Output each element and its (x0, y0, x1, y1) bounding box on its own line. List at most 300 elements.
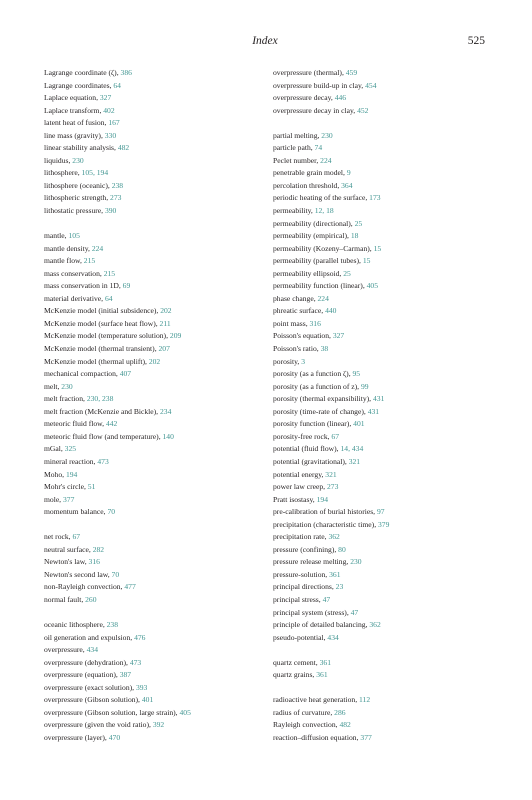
page-reference-link[interactable]: 238 (106, 620, 119, 630)
index-term: pressure-solution, (273, 569, 330, 579)
page-reference-link[interactable]: 446 (334, 93, 347, 103)
index-term: permeability (parallel tubes), (273, 256, 363, 266)
index-term: melt fraction, (44, 394, 87, 404)
page-reference-link[interactable]: 327 (99, 93, 112, 103)
page-reference-link[interactable]: 202 (160, 306, 172, 316)
index-entry (44, 92, 264, 105)
index-entry (44, 305, 264, 318)
page-reference-link[interactable]: 431 (367, 406, 380, 416)
index-term: quartz cement, (273, 657, 320, 667)
page-reference-link[interactable]: 64 (113, 80, 121, 90)
index-term: latent heat of fusion, (44, 118, 109, 128)
index-entry (273, 456, 493, 469)
index-term: line mass (gravity), (44, 130, 105, 140)
index-term: particle path, (273, 143, 315, 153)
index-entry (44, 418, 264, 431)
page-reference-link[interactable]: 401 (141, 695, 154, 705)
index-entry (44, 192, 264, 205)
page-reference-link[interactable]: 64 (104, 293, 113, 303)
index-term: lithosphere (oceanic), (44, 180, 112, 190)
index-term: McKenzie model (initial subsidence), (44, 306, 161, 316)
index-entry (273, 732, 493, 745)
index-entry (273, 218, 493, 231)
index-term: neutral surface, (44, 544, 93, 554)
index-term: percolation threshold, (273, 180, 342, 190)
page-reference-link[interactable]: 286 (334, 707, 346, 717)
page-reference-link[interactable]: 327 (332, 331, 345, 341)
page-reference-link[interactable]: 459 (345, 68, 358, 77)
index-entry (44, 343, 264, 356)
index-entry (273, 330, 493, 343)
page-reference-link[interactable]: 9 (346, 168, 351, 178)
index-term: quartz grains, (273, 670, 317, 680)
index-entry (273, 230, 493, 243)
index-term: overpressure decay in clay, (273, 105, 358, 115)
index-term: mantle, (44, 231, 69, 241)
page-reference-link[interactable]: 69 (122, 281, 131, 291)
index-term: lithostatic pressure, (44, 206, 105, 216)
page-reference-link[interactable]: 273 (110, 193, 122, 203)
page-reference-link[interactable]: 452 (357, 105, 369, 115)
page-reference-link[interactable]: 97 (376, 507, 385, 517)
index-term: normal fault, (44, 594, 86, 604)
index-term: pressure release melting, (273, 557, 351, 567)
index-entry (44, 205, 264, 218)
index-term: overpressure (Gibson solution), (44, 695, 142, 705)
page-reference-link[interactable]: 173 (369, 193, 381, 203)
page-reference-link[interactable]: 224 (91, 243, 104, 253)
page-reference-link[interactable]: 442 (105, 419, 118, 429)
page-reference-link[interactable]: 377 (360, 732, 372, 742)
index-term: melt fraction (McKenzie and Bickle), (44, 406, 160, 416)
index-entry (44, 443, 264, 456)
page-reference-link[interactable]: 99 (360, 381, 369, 391)
page-reference-link[interactable]: 402 (103, 105, 115, 115)
index-entry (44, 180, 264, 193)
page-reference-link[interactable]: 390 (104, 206, 117, 216)
index-term: permeability function (linear), (273, 281, 367, 291)
index-column-left (44, 67, 264, 745)
page-reference-link[interactable]: 194 (65, 469, 78, 479)
index-entry (44, 105, 264, 118)
index-term: oceanic lithosphere, (44, 620, 107, 630)
page-reference-link[interactable]: 407 (119, 369, 132, 379)
index-term: Laplace transform, (44, 105, 104, 115)
index-term: McKenzie model (temperature solution), (44, 331, 170, 341)
index-term: permeability (Kozeny–Carman), (273, 243, 374, 253)
index-term: principal directions, (273, 582, 336, 592)
index-term: precipitation (characteristic time), (273, 519, 378, 529)
page-reference-link[interactable]: 361 (319, 657, 331, 667)
letter-group-gap (44, 218, 264, 231)
page-reference-link[interactable]: 25 (354, 218, 363, 228)
index-entry (44, 368, 264, 381)
page-reference-link[interactable]: 224 (320, 155, 332, 165)
page-reference-link[interactable]: 477 (124, 582, 136, 592)
index-term: precipitation rate, (273, 532, 329, 542)
index-term: overpressure build-up in clay, (273, 80, 366, 90)
index-term: Newton's second law, (44, 569, 112, 579)
page-reference-link[interactable]: 70 (111, 569, 120, 579)
index-term: melt, (44, 381, 62, 391)
page-reference-link[interactable]: 392 (152, 720, 165, 730)
index-term: Pratt isostasy, (273, 494, 317, 504)
index-term: potential energy, (273, 469, 326, 479)
index-term: net rock, (44, 532, 73, 542)
index-term: Lagrange coordinates, (44, 80, 114, 90)
page-reference-link[interactable]: 15 (373, 243, 382, 253)
page-reference-link[interactable]: 321 (325, 469, 337, 479)
index-term: lithospheric strength, (44, 193, 111, 203)
index-entry (44, 581, 264, 594)
index-entry (273, 531, 493, 544)
index-term: overpressure, (44, 645, 87, 655)
index-term: non-Rayleigh convection, (44, 582, 125, 592)
index-entry (273, 393, 493, 406)
index-entry (273, 443, 493, 456)
index-term: overpressure (exact solution), (44, 682, 136, 692)
page-reference-link[interactable]: 401 (353, 419, 365, 429)
page-reference-link[interactable]: 476 (134, 632, 146, 642)
index-term: phase change, (273, 293, 318, 303)
index-entry (44, 619, 264, 632)
index-entry (273, 243, 493, 256)
index-term: pre-calibration of burial histories, (273, 507, 377, 517)
index-term: porosity (time-rate of change), (273, 406, 368, 416)
index-term: partial melting, (273, 130, 322, 140)
page-reference-link[interactable]: 387 (119, 670, 132, 680)
index-term: porosity-free rock, (273, 431, 332, 441)
index-term: penetrable grain model, (273, 168, 347, 178)
index-term: Peclet number, (273, 155, 321, 165)
page-reference-link[interactable]: 74 (314, 143, 323, 153)
index-term: overpressure (given the void ratio), (44, 720, 153, 730)
page-reference-link[interactable]: 202 (148, 356, 161, 366)
page-reference-link[interactable]: 207 (158, 344, 170, 354)
index-entry (273, 280, 493, 293)
page-reference-link[interactable]: 38 (320, 344, 329, 354)
index-term: mGal, (44, 444, 65, 454)
page-reference-link[interactable]: 282 (92, 544, 105, 554)
index-term: permeability (empirical), (273, 231, 351, 241)
index-entry (44, 117, 264, 130)
index-entry (273, 318, 493, 331)
index-term: phreatic surface, (273, 306, 326, 316)
index-term: overpressure decay, (273, 93, 335, 103)
page-reference-link[interactable]: 47 (322, 594, 331, 604)
page-reference-link[interactable]: 194 (316, 494, 328, 504)
page-reference-link[interactable]: 67 (72, 532, 81, 542)
page-reference-link[interactable]: 51 (87, 482, 96, 492)
index-entry (273, 544, 493, 557)
index-term: pseudo-potential, (273, 632, 328, 642)
index-term: lithosphere, (44, 168, 82, 178)
index-column-right (273, 67, 493, 745)
index-entry (273, 255, 493, 268)
index-entry (44, 632, 264, 645)
index-entry (44, 318, 264, 331)
page-reference-link[interactable]: 211 (159, 318, 171, 328)
index-entry (44, 494, 264, 507)
page-reference-link[interactable]: 105 (68, 231, 80, 241)
page-reference-link[interactable]: 12, 18 (314, 206, 334, 216)
index-entry (273, 619, 493, 632)
index-term: meteoric fluid flow (and temperature), (44, 431, 163, 441)
index-term: permeability, (273, 206, 315, 216)
index-entry (44, 293, 264, 306)
index-entry (273, 506, 493, 519)
index-entry (273, 67, 493, 80)
index-term: oil generation and expulsion, (44, 632, 135, 642)
page-reference-link[interactable]: 140 (162, 431, 174, 441)
index-entry (44, 469, 264, 482)
index-entry (273, 80, 493, 93)
page-reference-link[interactable]: 379 (378, 519, 390, 529)
page-reference-link[interactable]: 434 (327, 632, 339, 642)
index-term: potential (fluid flow), (273, 444, 341, 454)
index-entry (273, 305, 493, 318)
index-entry (44, 330, 264, 343)
index-entry (44, 142, 264, 155)
index-term: mole, (44, 494, 63, 504)
index-entry (44, 732, 264, 745)
page-reference-link[interactable]: 70 (107, 507, 116, 517)
index-entry (273, 180, 493, 193)
page-reference-link[interactable]: 364 (341, 180, 353, 190)
page-reference-link[interactable]: 67 (331, 431, 340, 441)
page-reference-link[interactable]: 14, 434 (340, 444, 364, 454)
index-term: principal stress, (273, 594, 323, 604)
page-reference-link[interactable]: 325 (64, 444, 77, 454)
index-entry (273, 142, 493, 155)
index-term: mantle flow, (44, 256, 84, 266)
page-reference-link[interactable]: 25 (343, 268, 351, 278)
page-reference-link[interactable]: 440 (325, 306, 337, 316)
page-reference-link[interactable]: 238 (111, 180, 124, 190)
index-entry (273, 469, 493, 482)
index-entry (273, 418, 493, 431)
index-term: overpressure (layer), (44, 732, 109, 742)
index-term: permeability (directional), (273, 218, 355, 228)
letter-group-gap (273, 117, 493, 130)
page-reference-link[interactable]: 18 (350, 231, 359, 241)
page-reference-link[interactable]: 230, 238 (86, 394, 114, 404)
page-reference-link[interactable]: 167 (108, 118, 120, 128)
page-reference-link[interactable]: 362 (369, 620, 381, 630)
letter-group-gap (44, 607, 264, 620)
page-reference-link[interactable]: 95 (352, 369, 361, 379)
page-reference-link[interactable]: 316 (88, 557, 100, 567)
page-reference-link[interactable]: 405 (366, 281, 379, 291)
index-term: radioactive heat generation, (273, 695, 360, 705)
index-entry (44, 268, 264, 281)
index-entry (273, 92, 493, 105)
page-reference-link[interactable]: 234 (159, 406, 172, 416)
index-term: McKenzie model (thermal transient), (44, 344, 159, 354)
page-reference-link[interactable]: 230 (61, 381, 73, 391)
index-term: overpressure (Gibson solution, large strain), (44, 707, 180, 717)
index-term: principal system (stress), (273, 607, 351, 617)
letter-group-gap (44, 519, 264, 532)
index-term: linear stability analysis, (44, 143, 118, 153)
page-reference-link[interactable]: 215 (103, 268, 116, 278)
page-reference-link[interactable]: 482 (339, 720, 351, 730)
index-entry (44, 569, 264, 582)
page-reference-link[interactable]: 434 (86, 645, 98, 655)
page-reference-link[interactable]: 260 (85, 594, 97, 604)
page-reference-link[interactable]: 105, 194 (81, 168, 109, 178)
index-term: point mass, (273, 318, 310, 328)
page-reference-link[interactable]: 3 (301, 356, 305, 366)
page-number: 525 (467, 35, 485, 47)
index-entry (273, 519, 493, 532)
page-reference-link[interactable]: 330 (104, 130, 117, 140)
index-entry (273, 167, 493, 180)
index-term: mantle density, (44, 243, 92, 253)
index-term: McKenzie model (surface heat flow), (44, 318, 160, 328)
index-entry (44, 644, 264, 657)
index-entry (44, 280, 264, 293)
page-reference-link[interactable]: 112 (359, 695, 371, 705)
page-reference-link[interactable]: 230 (72, 155, 84, 165)
page-title: Index (252, 35, 278, 47)
index-term: Rayleigh convection, (273, 720, 340, 730)
index-term: Laplace equation, (44, 93, 100, 103)
index-entry (273, 130, 493, 143)
index-entry (44, 719, 264, 732)
index-entry (273, 268, 493, 281)
index-term: porosity (thermal expansibility), (273, 394, 373, 404)
index-entry (273, 406, 493, 419)
page-header (45, 35, 485, 51)
page-reference-link[interactable]: 273 (326, 482, 339, 492)
index-term: porosity function (linear), (273, 419, 354, 429)
index-term: Poisson's equation, (273, 331, 333, 341)
page-reference-link[interactable]: 473 (129, 657, 142, 667)
index-term: mineral reaction, (44, 456, 98, 466)
index-entry (273, 192, 493, 205)
index-term: Poisson's ratio, (273, 344, 321, 354)
page-reference-link[interactable]: 362 (328, 532, 340, 542)
index-entry (44, 255, 264, 268)
index-entry (44, 594, 264, 607)
page-reference-link[interactable]: 215 (83, 256, 96, 266)
index-entry (44, 694, 264, 707)
index-entry (273, 356, 493, 369)
index-entry (44, 381, 264, 394)
index-term: overpressure (thermal), (273, 68, 346, 77)
index-term: liquidus, (44, 155, 73, 165)
index-entry (273, 368, 493, 381)
index-entry (44, 406, 264, 419)
index-entry (44, 155, 264, 168)
index-entry (44, 544, 264, 557)
index-term: reaction–diffusion equation, (273, 732, 361, 742)
page-reference-link[interactable]: 224 (317, 293, 329, 303)
index-entry (44, 356, 264, 369)
index-term: meteoric fluid flow, (44, 419, 106, 429)
page-reference-link[interactable]: 361 (316, 670, 328, 680)
page-reference-link[interactable]: 15 (362, 256, 371, 266)
page-reference-link[interactable]: 230 (350, 557, 362, 567)
page-reference-link[interactable]: 23 (335, 582, 344, 592)
page-reference-link[interactable]: 470 (108, 732, 121, 742)
page-reference-link[interactable]: 209 (169, 331, 182, 341)
page-reference-link[interactable]: 482 (117, 143, 130, 153)
page-reference-link[interactable]: 316 (309, 318, 321, 328)
index-entry (273, 607, 493, 620)
index-term: Mohr's circle, (44, 482, 88, 492)
index-entry (273, 481, 493, 494)
page-reference-link[interactable]: 386 (120, 68, 132, 77)
index-term: permeability ellipsoid, (273, 268, 344, 278)
index-entry (273, 569, 493, 582)
index-entry (273, 581, 493, 594)
index-entry (44, 669, 264, 682)
index-term: momentum balance, (44, 507, 108, 517)
index-term: porosity (as a function ζ), (273, 369, 353, 379)
index-entry (44, 707, 264, 720)
index-entry (273, 694, 493, 707)
index-entry (44, 67, 264, 80)
page-reference-link[interactable]: 377 (62, 494, 75, 504)
index-term: Moho, (44, 469, 66, 479)
index-entry (273, 594, 493, 607)
page-reference-link[interactable]: 47 (350, 607, 359, 617)
index-entry (44, 481, 264, 494)
index-term: principle of detailed balancing, (273, 620, 370, 630)
page-reference-link[interactable]: 431 (372, 394, 385, 404)
index-term: overpressure (dehydration), (44, 657, 130, 667)
page-reference-link[interactable]: 473 (97, 456, 109, 466)
index-entry (44, 657, 264, 670)
index-entry (273, 293, 493, 306)
page-reference-link[interactable]: 393 (135, 682, 148, 692)
page-reference-link[interactable]: 80 (338, 544, 346, 554)
page-reference-link[interactable]: 230 (321, 130, 333, 140)
index-entry (44, 393, 264, 406)
index-term: mass conservation in 1D, (44, 281, 123, 291)
index-entry (44, 506, 264, 519)
index-entry (273, 632, 493, 645)
index-term: porosity (as a function of z), (273, 381, 361, 391)
index-term: pressure (confining), (273, 544, 339, 554)
index-term: power law creep, (273, 482, 327, 492)
index-term: Lagrange coordinate (ζ), (44, 68, 121, 77)
index-term: McKenzie model (thermal uplift), (44, 356, 149, 366)
index-entry (273, 381, 493, 394)
index-entry (273, 205, 493, 218)
index-entry (273, 431, 493, 444)
index-term: periodic heating of the surface, (273, 193, 370, 203)
index-entry (44, 456, 264, 469)
index-entry (273, 657, 493, 670)
index-term: mass conservation, (44, 268, 104, 278)
page-reference-link[interactable]: 321 (348, 456, 361, 466)
page-reference-link[interactable]: 361 (329, 569, 341, 579)
index-entry (44, 230, 264, 243)
index-term: potential (gravitational), (273, 456, 349, 466)
page-reference-link[interactable]: 405 (179, 707, 191, 717)
index-term: mechanical compaction, (44, 369, 120, 379)
letter-group-gap (273, 682, 493, 695)
index-entry (44, 167, 264, 180)
index-term: Newton's law, (44, 557, 89, 567)
index-entry (273, 719, 493, 732)
page-reference-link[interactable]: 454 (365, 80, 377, 90)
index-entry (44, 682, 264, 695)
index-term: radius of curvature, (273, 707, 335, 717)
